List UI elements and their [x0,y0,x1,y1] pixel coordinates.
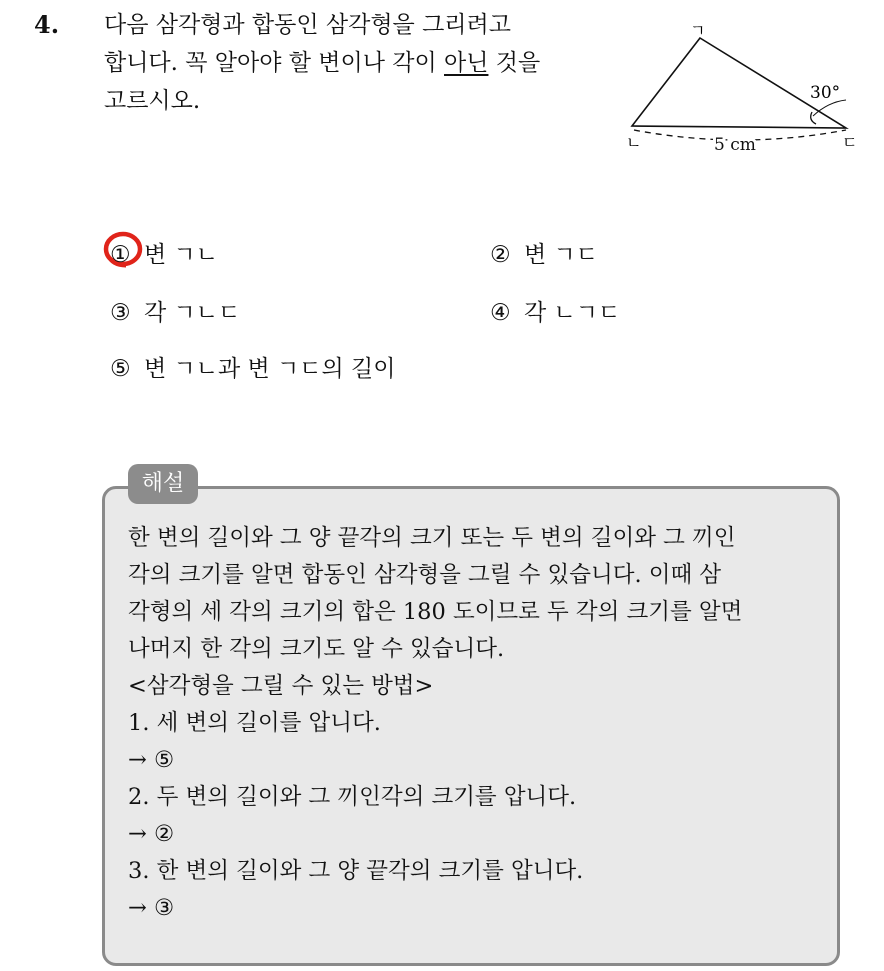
choice-3[interactable] [110,294,240,327]
question-text [104,6,604,120]
choice-3-text: 각 ㄱㄴㄷ [144,300,241,326]
explanation-line: 1. 세 변의 길이를 압니다. [128,710,381,736]
choice-1-mark: ① [110,242,131,268]
question-number: 4. [34,10,60,39]
choice-5[interactable] [110,350,395,383]
choice-1-text: 변 ㄱㄴ [144,242,218,268]
explanation-line: → ⑤ [128,747,175,773]
explanation-line: 한 변의 길이와 그 양 끝각의 크기 또는 두 변의 길이와 그 끼인 [128,525,736,551]
explanation-line: → ② [128,821,175,847]
choice-2-mark: ② [490,242,511,268]
choice-4-mark: ④ [490,300,511,326]
choice-4[interactable] [490,294,620,327]
question-line-2-pre: 합니다. 꼭 알아야 할 변이나 각이 [104,50,445,76]
explanation-line: 각형의 세 각의 크기의 합은 180 도이므로 두 각의 크기를 알면 [128,599,743,625]
vertex-top-label: ㄱ [690,21,706,40]
triangle-figure [610,20,872,160]
choice-5-mark: ⑤ [110,356,131,382]
explanation-line: 2. 두 변의 길이와 그 끼인각의 크기를 압니다. [128,784,577,810]
explanation-line: <삼각형을 그릴 수 있는 방법> [128,673,434,699]
explanation-line: 각의 크기를 알면 합동인 삼각형을 그릴 수 있습니다. 이때 삼 [128,562,722,588]
choice-4-text: 각 ㄴㄱㄷ [524,300,621,326]
explanation-text [128,520,832,927]
angle-label: 30° [810,83,841,103]
question-line-2-post: 것을 [488,50,541,76]
side-length-label: 5 cm [714,135,756,155]
vertex-right-label: ㄷ [842,133,858,152]
question-line-3: 고르시오. [104,88,201,114]
explanation-line: 나머지 한 각의 크기도 알 수 있습니다. [128,636,505,662]
explanation-tab: 해설 [128,464,198,504]
choice-3-mark: ③ [110,300,131,326]
explanation-line: → ③ [128,895,175,921]
choice-2[interactable] [490,236,598,269]
choice-5-text: 변 ㄱㄴ과 변 ㄱㄷ의 길이 [144,356,396,382]
explanation-line: 3. 한 변의 길이와 그 양 끝각의 크기를 압니다. [128,858,584,884]
vertex-left-label: ㄴ [626,133,642,152]
choice-2-text: 변 ㄱㄷ [524,242,598,268]
question-line-1: 다음 삼각형과 합동인 삼각형을 그리려고 [104,12,511,38]
choice-1[interactable] [110,236,218,269]
underlined-word: 아닌 [444,50,489,76]
question-line-2 [104,44,604,82]
